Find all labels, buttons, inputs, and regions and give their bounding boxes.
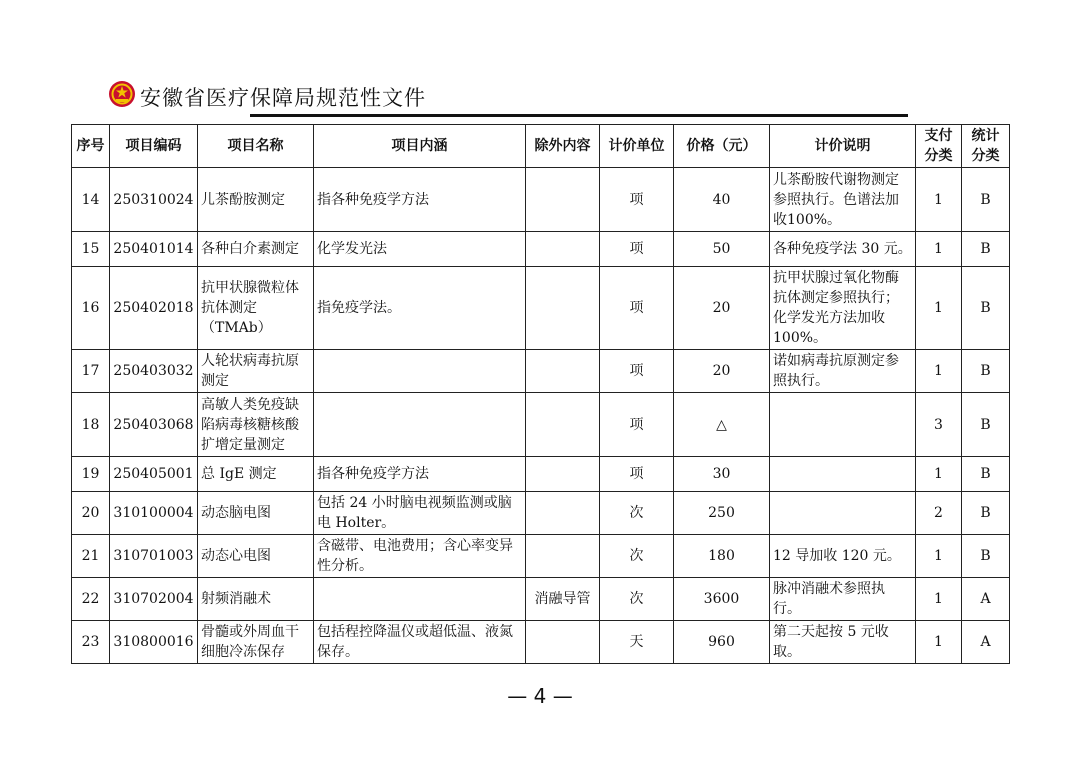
cell-stat-class: B	[962, 168, 1010, 232]
cell-unit: 项	[600, 393, 674, 457]
cell-unit: 项	[600, 168, 674, 232]
col-header-excluded: 除外内容	[526, 125, 600, 168]
cell-pay-class: 1	[916, 267, 962, 350]
cell-name: 动态心电图	[198, 535, 314, 578]
cell-name: 抗甲状腺微粒体抗体测定（TMAb）	[198, 267, 314, 350]
table-row	[72, 350, 1010, 393]
cell-content: 指各种免疫学方法	[314, 168, 526, 232]
cell-pay-class: 2	[916, 492, 962, 535]
col-header-unit: 计价单位	[600, 125, 674, 168]
cell-name: 动态脑电图	[198, 492, 314, 535]
cell-stat-class: B	[962, 267, 1010, 350]
cell-name: 总 IgE 测定	[198, 457, 314, 492]
cell-name: 射频消融术	[198, 578, 314, 621]
cell-note: 儿茶酚胺代谢物测定参照执行。色谱法加收100%。	[770, 168, 916, 232]
document-header	[108, 78, 808, 122]
cell-price: 30	[674, 457, 770, 492]
cell-excluded	[526, 457, 600, 492]
table-row	[72, 232, 1010, 267]
cell-name: 骨髓或外周血干细胞冷冻保存	[198, 621, 314, 664]
table-row	[72, 168, 1010, 232]
cell-no: 15	[72, 232, 110, 267]
table-row	[72, 621, 1010, 664]
table-row	[72, 578, 1010, 621]
cell-pay-class: 1	[916, 578, 962, 621]
table-row	[72, 535, 1010, 578]
cell-code: 310701003	[110, 535, 198, 578]
cell-price: △	[674, 393, 770, 457]
cell-pay-class: 1	[916, 232, 962, 267]
cell-unit: 项	[600, 232, 674, 267]
cell-code: 310702004	[110, 578, 198, 621]
cell-pay-class: 1	[916, 350, 962, 393]
col-header-content: 项目内涵	[314, 125, 526, 168]
cell-note: 诺如病毒抗原测定参照执行。	[770, 350, 916, 393]
cell-unit: 项	[600, 457, 674, 492]
cell-pay-class: 1	[916, 621, 962, 664]
col-header-pay-class: 支付分类	[916, 125, 962, 168]
cell-pay-class: 1	[916, 168, 962, 232]
table-row	[72, 492, 1010, 535]
cell-unit: 次	[600, 535, 674, 578]
cell-excluded: 消融导管	[526, 578, 600, 621]
cell-code: 250310024	[110, 168, 198, 232]
cell-code: 250403068	[110, 393, 198, 457]
cell-pay-class: 1	[916, 457, 962, 492]
cell-no: 22	[72, 578, 110, 621]
cell-no: 17	[72, 350, 110, 393]
cell-no: 14	[72, 168, 110, 232]
cell-content: 指免疫学法。	[314, 267, 526, 350]
cell-excluded	[526, 621, 600, 664]
cell-price: 50	[674, 232, 770, 267]
cell-stat-class: B	[962, 535, 1010, 578]
cell-no: 20	[72, 492, 110, 535]
table-header-row	[72, 125, 1010, 168]
cell-content: 包括 24 小时脑电视频监测或脑电 Holter。	[314, 492, 526, 535]
cell-unit: 次	[600, 492, 674, 535]
cell-no: 19	[72, 457, 110, 492]
header-divider	[250, 114, 908, 117]
cell-stat-class: A	[962, 621, 1010, 664]
cell-content: 含磁带、电池费用；含心率变异性分析。	[314, 535, 526, 578]
cell-stat-class: A	[962, 578, 1010, 621]
col-header-stat-class: 统计分类	[962, 125, 1010, 168]
cell-stat-class: B	[962, 457, 1010, 492]
cell-price: 250	[674, 492, 770, 535]
cell-price: 3600	[674, 578, 770, 621]
cell-pay-class: 1	[916, 535, 962, 578]
cell-code: 310100004	[110, 492, 198, 535]
cell-no: 21	[72, 535, 110, 578]
cell-excluded	[526, 168, 600, 232]
col-header-code: 项目编码	[110, 125, 198, 168]
cell-pay-class: 3	[916, 393, 962, 457]
cell-note: 第二天起按 5 元收取。	[770, 621, 916, 664]
cell-stat-class: B	[962, 492, 1010, 535]
cell-note	[770, 393, 916, 457]
cell-excluded	[526, 267, 600, 350]
cell-excluded	[526, 232, 600, 267]
table-row	[72, 267, 1010, 350]
national-emblem-icon	[108, 80, 136, 108]
cell-unit: 项	[600, 350, 674, 393]
col-header-no: 序号	[72, 125, 110, 168]
cell-name: 高敏人类免疫缺陷病毒核糖核酸扩增定量测定	[198, 393, 314, 457]
price-table	[71, 124, 1010, 664]
cell-note: 抗甲状腺过氧化物酶抗体测定参照执行；化学发光方法加收100%。	[770, 267, 916, 350]
cell-code: 250403032	[110, 350, 198, 393]
cell-name: 各种白介素测定	[198, 232, 314, 267]
document-title: 安徽省医疗保障局规范性文件	[140, 86, 426, 110]
cell-stat-class: B	[962, 350, 1010, 393]
cell-name: 人轮状病毒抗原测定	[198, 350, 314, 393]
cell-note: 12 导加收 120 元。	[770, 535, 916, 578]
cell-excluded	[526, 492, 600, 535]
cell-excluded	[526, 535, 600, 578]
cell-no: 23	[72, 621, 110, 664]
cell-code: 250405001	[110, 457, 198, 492]
cell-code: 310800016	[110, 621, 198, 664]
cell-no: 16	[72, 267, 110, 350]
cell-excluded	[526, 393, 600, 457]
cell-name: 儿茶酚胺测定	[198, 168, 314, 232]
col-header-name: 项目名称	[198, 125, 314, 168]
cell-excluded	[526, 350, 600, 393]
cell-no: 18	[72, 393, 110, 457]
cell-content	[314, 350, 526, 393]
cell-code: 250402018	[110, 267, 198, 350]
cell-price: 960	[674, 621, 770, 664]
cell-unit: 天	[600, 621, 674, 664]
cell-unit: 次	[600, 578, 674, 621]
cell-content: 化学发光法	[314, 232, 526, 267]
cell-note	[770, 492, 916, 535]
page-number: — 4 —	[507, 684, 573, 708]
col-header-price: 价格（元）	[674, 125, 770, 168]
cell-code: 250401014	[110, 232, 198, 267]
cell-price: 20	[674, 267, 770, 350]
cell-stat-class: B	[962, 232, 1010, 267]
cell-stat-class: B	[962, 393, 1010, 457]
cell-note: 脉冲消融术参照执行。	[770, 578, 916, 621]
cell-content: 指各种免疫学方法	[314, 457, 526, 492]
table-row	[72, 457, 1010, 492]
cell-content: 包括程控降温仪或超低温、液氮保存。	[314, 621, 526, 664]
cell-unit: 项	[600, 267, 674, 350]
cell-price: 40	[674, 168, 770, 232]
cell-price: 20	[674, 350, 770, 393]
cell-note	[770, 457, 916, 492]
cell-price: 180	[674, 535, 770, 578]
table-row	[72, 393, 1010, 457]
cell-content	[314, 578, 526, 621]
cell-content	[314, 393, 526, 457]
col-header-note: 计价说明	[770, 125, 916, 168]
cell-note: 各种免疫学法 30 元。	[770, 232, 916, 267]
